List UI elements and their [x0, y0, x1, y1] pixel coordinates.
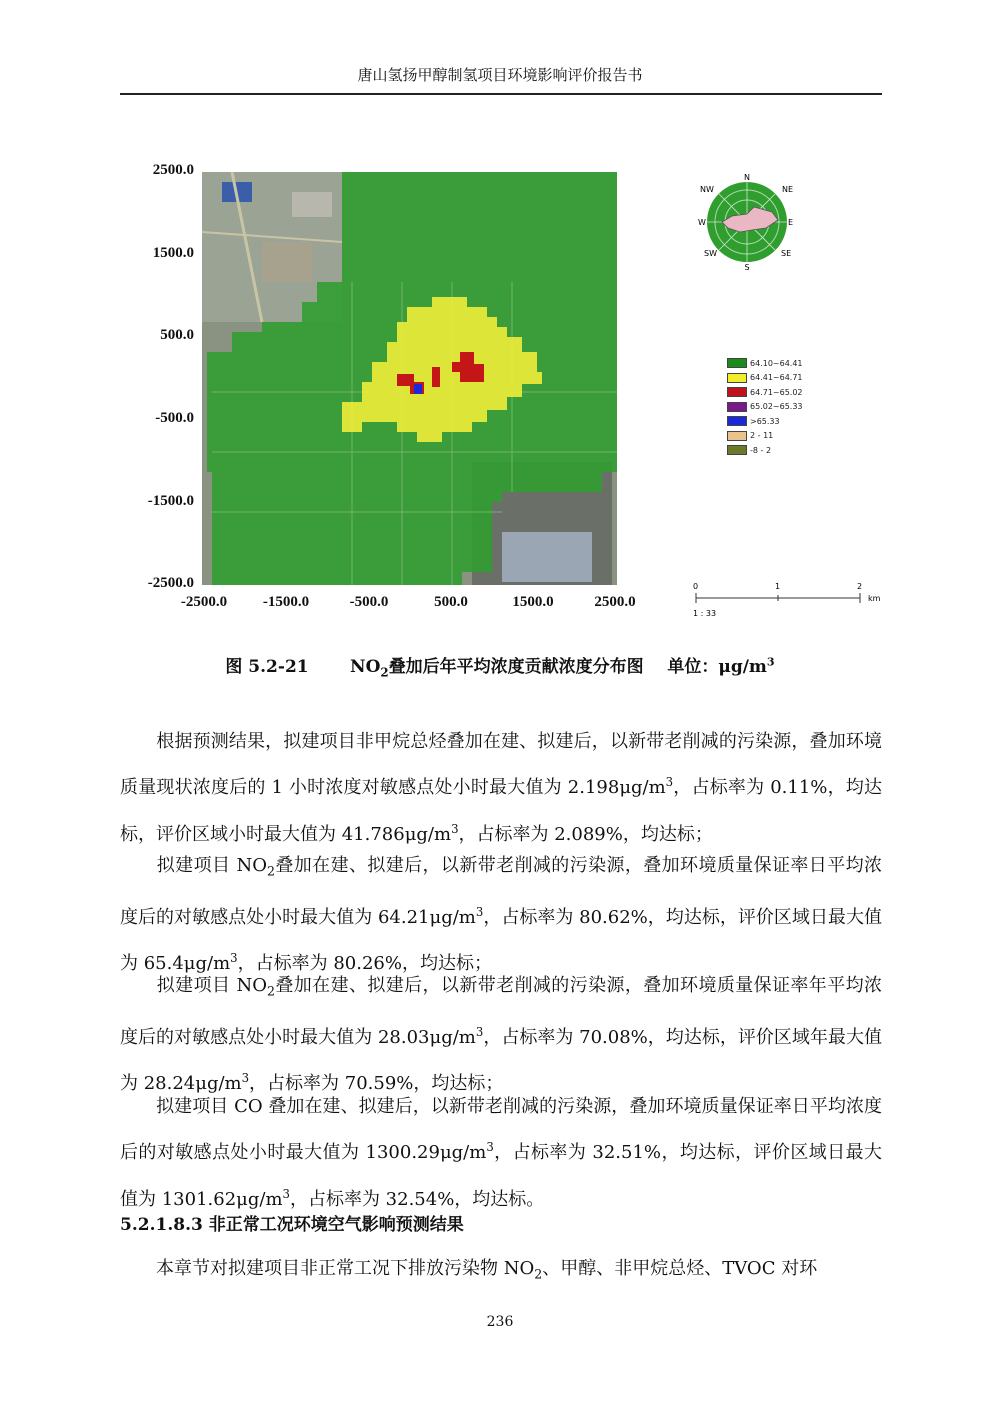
scale-tick-0: 0: [693, 582, 699, 591]
compass-sw: SW: [704, 249, 717, 258]
concentration-map: [202, 172, 617, 585]
compass-e: E: [788, 218, 794, 227]
paragraph-abnormal: 本章节对拟建项目非正常工况下排放污染物 $NO_2$、甲醇、非甲烷总烃、TVOC 对环: [120, 1258, 818, 1282]
compass-s: S: [744, 263, 750, 272]
map-svg: [202, 172, 617, 585]
legend-item: 64.41~64.71: [727, 371, 847, 386]
scale-unit: km: [868, 594, 881, 603]
paragraph-no2-daily: 拟建项目 $NO_2$叠加在建、拟建后，以新带老削减的污染源，叠加环境质量保证率日平均浓度后的对敏感点处小时最大值为 $64.21\mu g/m^3$，占标率为 80.62%，均达标，评价区域日最大值为 $65.4\mu g/m^3$，占标率为 80.26%，均达标；: [120, 855, 882, 975]
x-tick-label: -2500.0: [180, 594, 228, 610]
compass-n: N: [744, 173, 750, 182]
scale-ratio: 1 : 33: [693, 609, 717, 618]
y-tick-label: -2500.0: [147, 575, 194, 591]
x-tick-label: 500.0: [434, 594, 468, 610]
figure-caption: 图 5.2-21 $NO_2$叠加后年平均浓度贡献浓度分布图 单位：$\mu g/m^3$: [225, 655, 775, 680]
legend-item: 65.02~65.33: [727, 400, 847, 415]
scale-bar: [690, 578, 890, 628]
page-header: 唐山氢扬甲醇制氢项目环境影响评价报告书: [357, 66, 643, 84]
compass-nw: NW: [700, 185, 714, 194]
x-tick-label: -1500.0: [262, 594, 310, 610]
map-legend: [727, 356, 847, 458]
concentration-map-figure: [130, 160, 910, 630]
y-tick-label: 1500.0: [152, 245, 194, 261]
paragraph-no2-annual: 拟建项目 $NO_2$叠加在建、拟建后，以新带老削减的污染源，叠加环境质量保证率年平均浓度后的对敏感点处小时最大值为 $28.03\mu g/m^3$，占标率为 70.08%，均达标，评价区域年最大值为 $28.24\mu g/m^3$，占标率为 70.59%，均达标；: [120, 975, 882, 1095]
x-tick-label: 1500.0: [512, 594, 554, 610]
legend-item: 64.10~64.41: [727, 356, 847, 371]
y-tick-label: -500.0: [155, 410, 194, 426]
legend-item: 64.71~65.02: [727, 385, 847, 400]
paragraph-co: 拟建项目 CO 叠加在建、拟建后，以新带老削减的污染源，叠加环境质量保证率日平均浓度后的对敏感点处小时最大值为 $1300.29\mu g/m^3$，占标率为 32.51%，均达标，评价区域日最大值为 $1301.62\mu g/m^3$，占标率为 32.54%，均达标。: [120, 1096, 883, 1210]
legend-item: >65.33: [727, 414, 847, 429]
legend-item: -8 - 2: [727, 443, 847, 458]
compass-w: W: [698, 218, 706, 227]
scale-tick-2: 2: [857, 582, 863, 591]
section-heading: 5.2.1.8.3 非正常工况环境空气影响预测结果: [120, 1215, 464, 1235]
wind-rose: [692, 172, 802, 272]
x-tick-label: -500.0: [349, 594, 389, 610]
y-tick-label: -1500.0: [147, 493, 194, 509]
y-tick-label: 2500.0: [152, 162, 194, 178]
page-number: 236: [486, 1314, 514, 1330]
x-tick-label: 2500.0: [594, 594, 636, 610]
compass-se: SE: [781, 249, 792, 258]
y-tick-label: 500.0: [160, 327, 194, 343]
paragraph-nmhc: 根据预测结果，拟建项目非甲烷总烃叠加在建、拟建后，以新带老削减的污染源，叠加环境质量现状浓度后的 1 小时浓度对敏感点处小时最大值为 $2.198\mu g/m^3$，占标率为 0.11%，均达标，评价区域小时最大值为 $41.786\mu g/m^3$，占标率为 2.089%，均达标；: [120, 731, 882, 845]
compass-ne: NE: [782, 185, 794, 194]
scale-tick-1: 1: [775, 582, 781, 591]
legend-item: 2 - 11: [727, 429, 847, 444]
header-rule: [120, 93, 882, 95]
